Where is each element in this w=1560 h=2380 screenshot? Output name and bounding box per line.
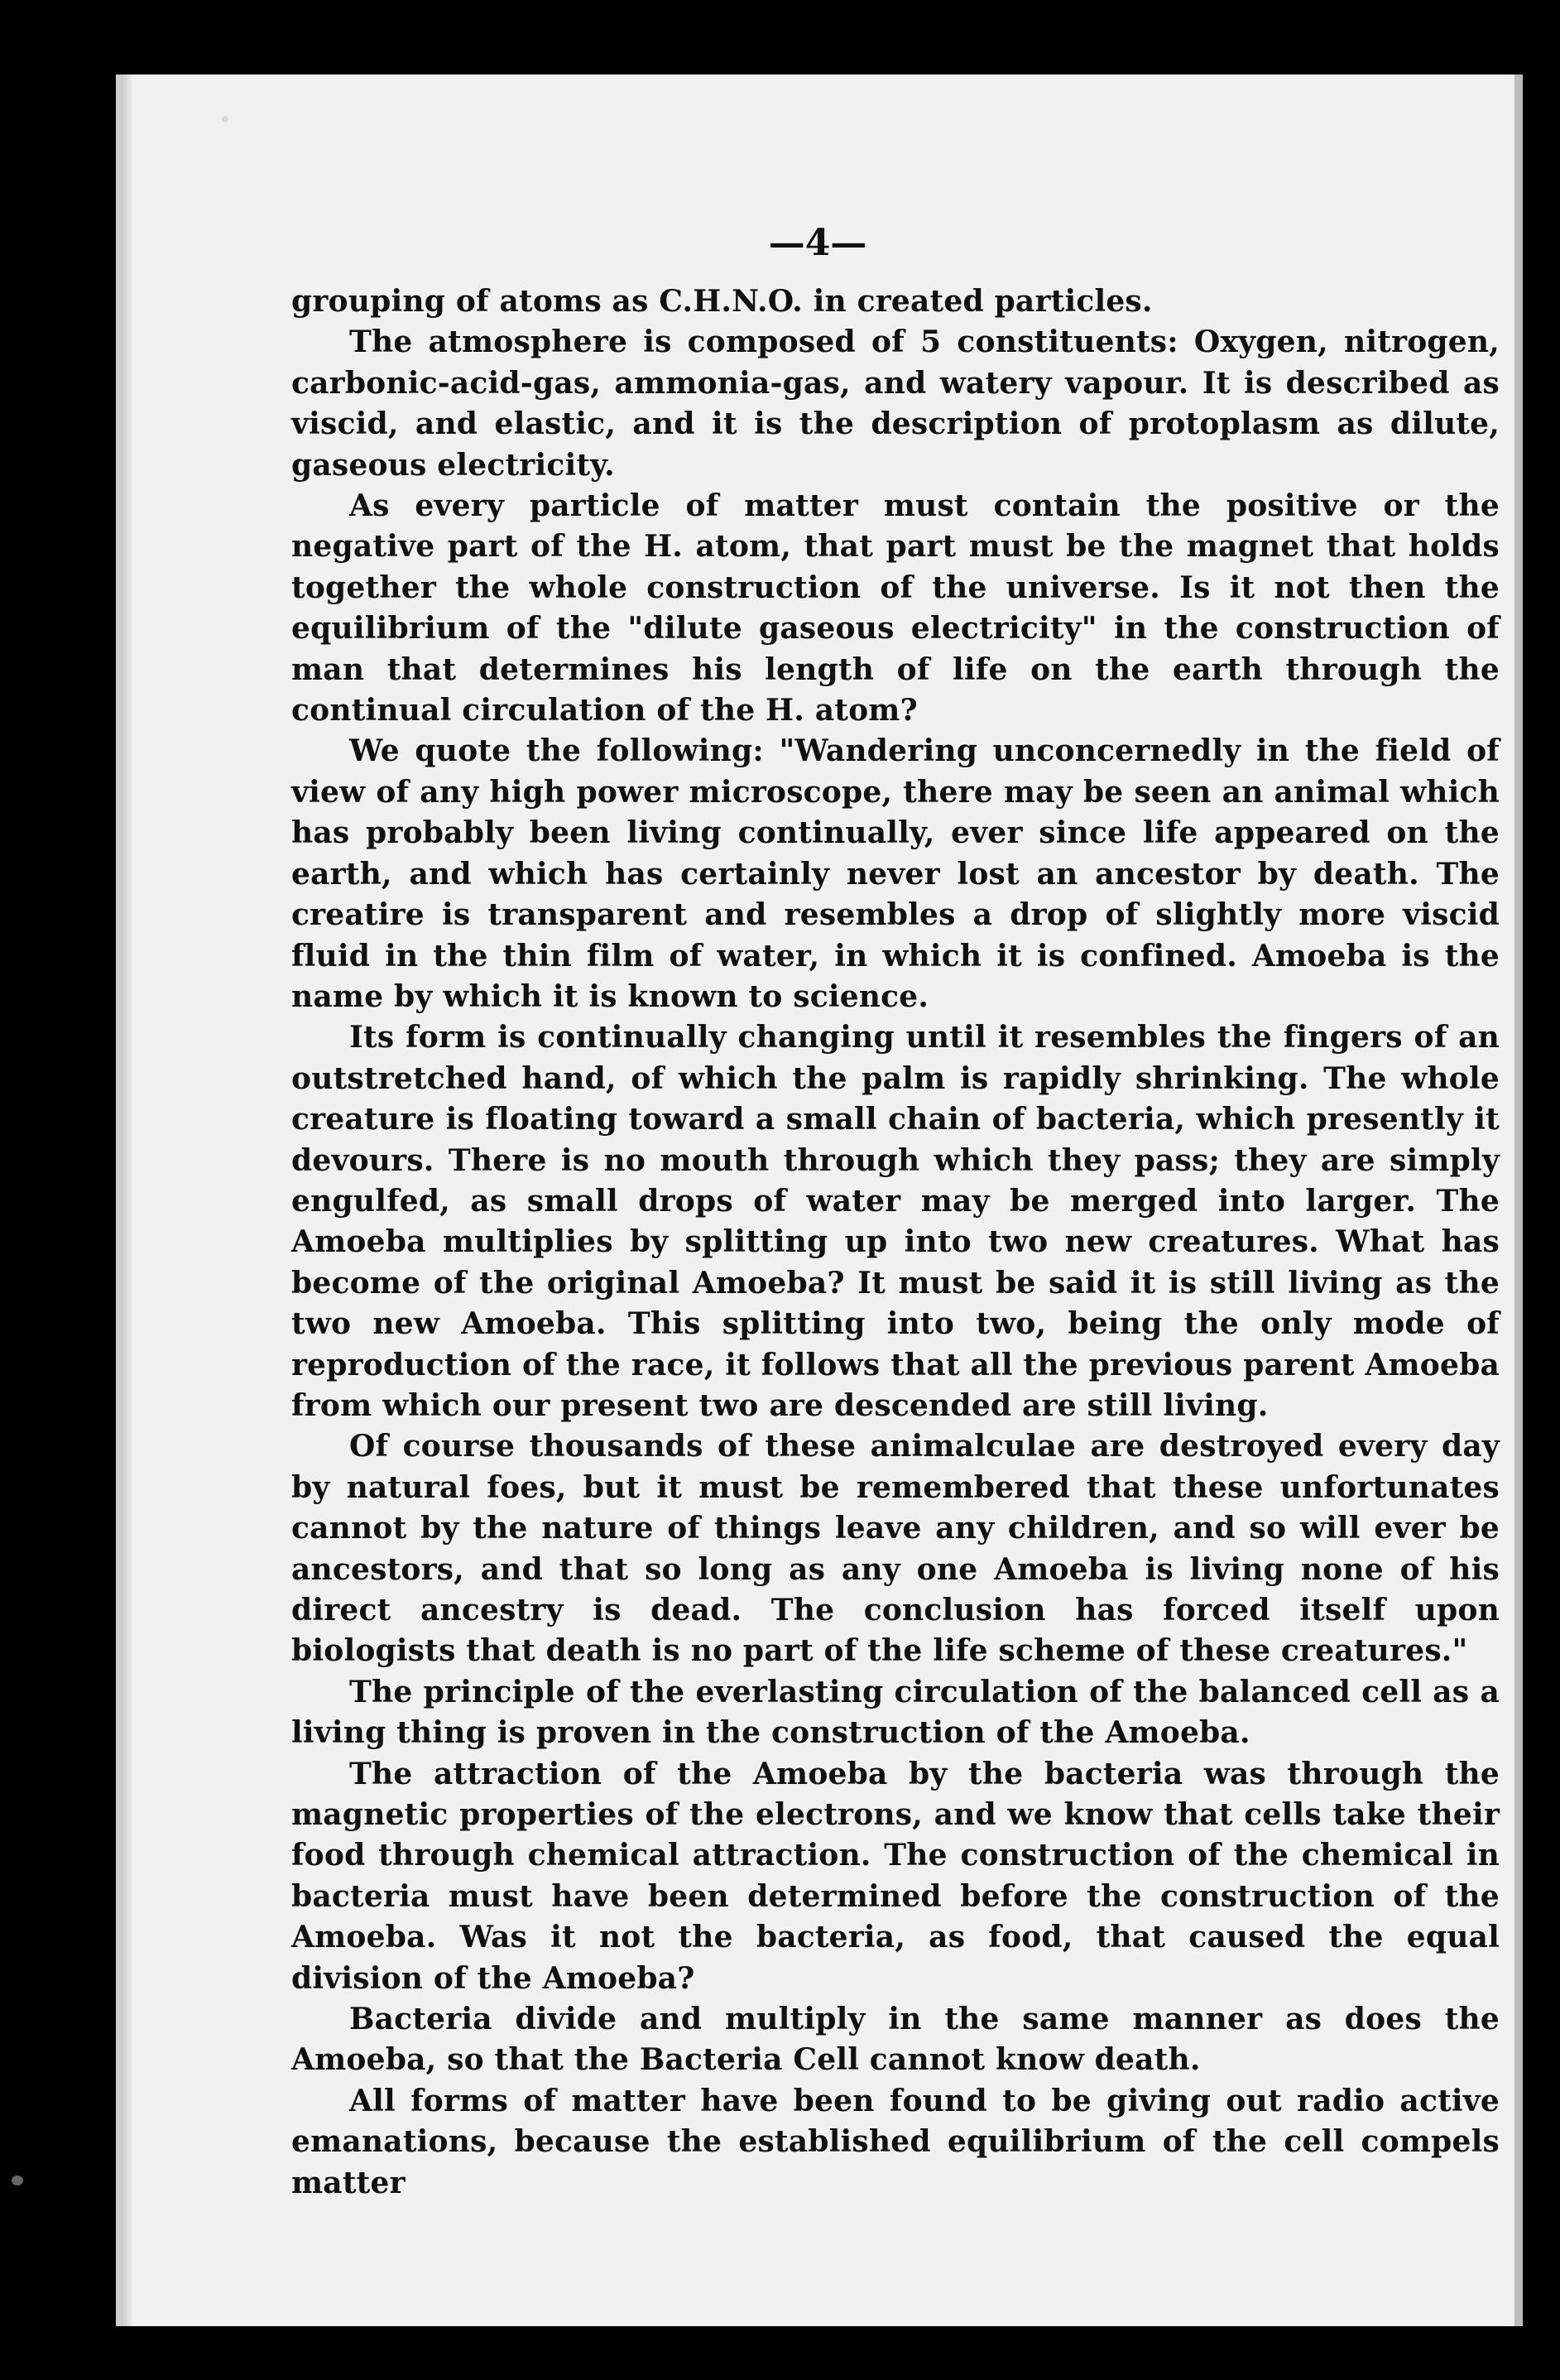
paragraph-continuation: grouping of atoms as C.H.N.O. in created particles. bbox=[291, 284, 1153, 319]
paragraph-amoeba-form: Its form is continually changing until it resembles the fingers of an outstretched hand, of which the palm is rapidly shrinking. The whole creature is floating toward a small chain of bacteria, which presently it devours. There is no mouth through which they pass; they are simply engulfed, as small drops of water may be merged into larger. The Amoeba multiplies by splitting up into two new creatures. What has become of the original Amoeba? It must be said it is still living as the two new Amoeba. This splitting into two, being the only mode of reproduction of the race, it follows that all the previous parent Amoeba from which our present two are descended are still living. bbox=[291, 1020, 1500, 1423]
paragraph-atmosphere: The atmosphere is composed of 5 constituents: Oxygen, nitrogen, carbonic-acid-gas, ammonia-gas, and watery vapour. It is described as viscid, and elastic, and it is the description of protoplasm as dilute, gaseous electricity. bbox=[291, 325, 1500, 483]
paragraph-animalculae: Of course thousands of these animalculae are destroyed every day by natural foes, but it must be remembered that these unfortunates cannot by the nature of things leave any children, and so will ever be ancestors, and that so long as any one Amoeba is living none of his direct ancestry is dead. The conclusion has forced itself upon biologists that death is no part of the life scheme of these creatures." bbox=[291, 1429, 1500, 1669]
paragraph-principle: The principle of the everlasting circulation of the balanced cell as a living thing is proven in the construction of the Amoeba. bbox=[291, 1674, 1500, 1751]
paragraph-quote-amoeba: We quote the following: "Wandering unconcernedly in the field of view of any high power microscope, there may be seen an animal which has probably been living continually, ever since life appeared on the earth, and which has certainly never lost an ancestor by death. The creatire is transparent and resembles a drop of slightly more viscid fluid in the thin film of water, in which it is confined. Amoeba is the name by which it is known to science. bbox=[291, 733, 1500, 1014]
scanned-page bbox=[116, 75, 1523, 2326]
paragraph-bacteria: Bacteria divide and multiply in the same manner as does the Amoeba, so that the Bacteria Cell cannot know death. bbox=[291, 2002, 1500, 2078]
scan-speck bbox=[12, 2176, 23, 2185]
page-number: —4— bbox=[768, 222, 867, 264]
paragraph-radio-active: All forms of matter have been found to be giving out radio active emanations, because the established equilibrium of the cell compels matter bbox=[291, 2083, 1500, 2200]
page-binding-edge bbox=[121, 75, 132, 2326]
scan-speck bbox=[222, 116, 228, 123]
paragraph-attraction: The attraction of the Amoeba by the bacteria was through the magnetic properties of the electrons, and we know that cells take their food through chemical attraction. The construction of the chemical in bacteria must have been determined before the construction of the Amoeba. Was it not the bacteria, as food, that caused the equal division of the Amoeba? bbox=[291, 1756, 1500, 1996]
paragraph-h-atom: As every particle of matter must contain the positive or the negative part of the H. atom, that part must be the magnet that holds together the whole construction of the universe. Is it not then the equilibrium of the "dilute gaseous electricity" in the construction of man that determines his length of life on the earth through the continual circulation of the H. atom? bbox=[291, 488, 1500, 728]
body-text bbox=[291, 281, 1500, 2204]
